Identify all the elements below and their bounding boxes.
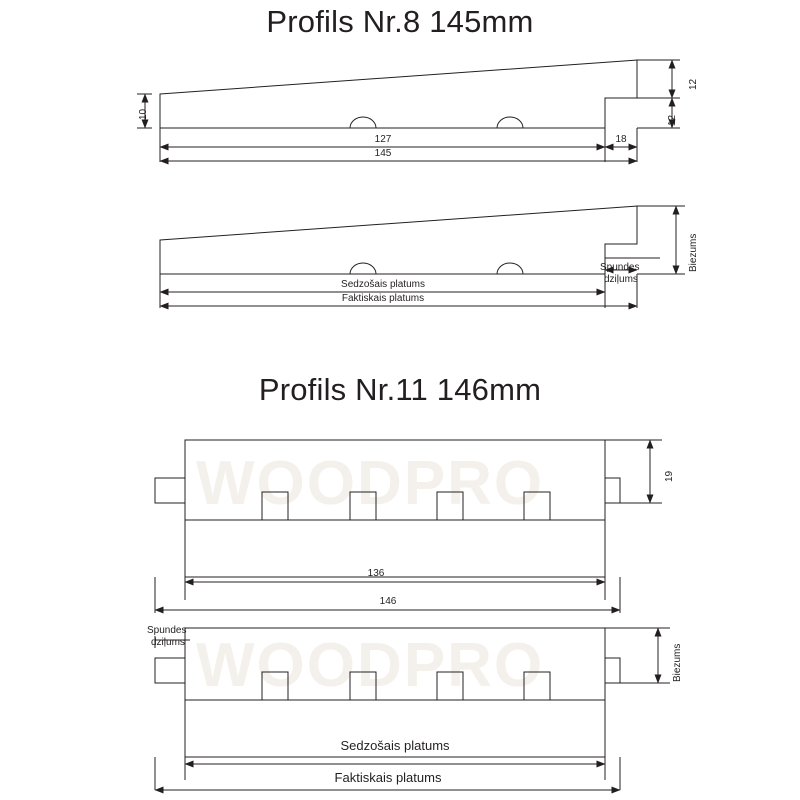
watermark-top: WOODPRO [196, 449, 545, 518]
dim-label-p11-groove-depth-line2: dziļums [151, 637, 185, 648]
dim-label-p8-width-inner: 127 [374, 134, 392, 145]
dim-label-p8-right-lower: 12 [667, 114, 678, 126]
dim-label-p8-groove-depth-line1: Spundes [600, 262, 640, 273]
dim-label-p11-width-total: 146 [379, 596, 397, 607]
dim-label-p11-actual-width: Faktiskais platums [334, 770, 442, 785]
dim-label-p11-thickness-bottom: Biezums [672, 643, 683, 682]
dim-label-p11-thickness: 19 [664, 470, 675, 482]
dim-label-p8-groove-depth-line2: dziļums [604, 274, 638, 285]
dim-label-p8-right-upper: 12 [688, 78, 699, 90]
profile-11-top-section [155, 440, 662, 613]
dim-label-p11-covering-width: Sedzošais platums [340, 738, 450, 753]
dim-label-p8-actual-width: Faktiskais platums [341, 293, 425, 304]
page-title-profile-11: Profils Nr.11 146mm [258, 372, 542, 407]
dim-label-p11-width-inner: 136 [367, 568, 385, 579]
dim-label-p8-thickness: Biezums [688, 233, 699, 272]
dim-label-p8-covering-width: Sedzošais platums [341, 279, 425, 290]
profile-8-top-section [137, 60, 680, 162]
profile-11-bottom-section [155, 628, 670, 790]
dim-label-p8-width-total: 145 [374, 148, 392, 159]
dim-label-p11-groove-depth-line1: Spundes [147, 625, 187, 636]
watermark-bottom: WOODPRO [196, 631, 545, 700]
dim-label-p8-tongue: 18 [615, 134, 627, 145]
dim-label-p8-left-thickness: 10 [138, 108, 149, 120]
page-title-profile-8: Profils Nr.8 145mm [266, 4, 534, 39]
